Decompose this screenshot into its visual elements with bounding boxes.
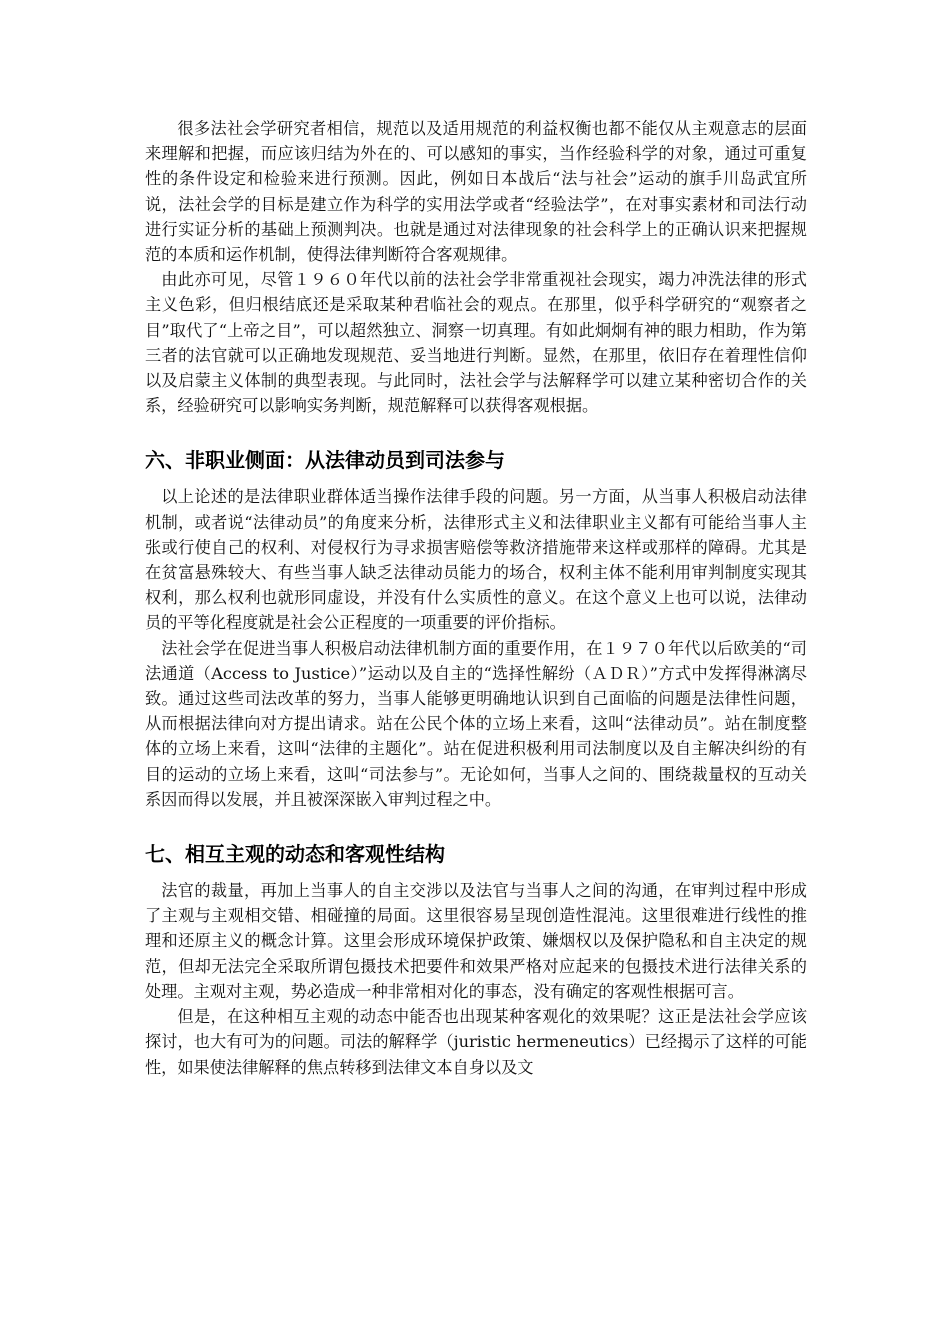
spacer [145,812,807,840]
paragraph: 但是，在这种相互主观的动态中能否也出现某种客观化的效果呢？这正是法社会学应该探讨，也大有可为的问题。司法的解释学（juristic hermeneutics）已经揭示了这样的可能性，如果使法律解释的焦点转移到法律文本自身以及文 [145,1007,807,1077]
document-body [145,116,807,1080]
paragraph: 很多法社会学研究者相信，规范以及适用规范的利益权衡也都不能仅从主观意志的层面来理解和把握，而应该归结为外在的、可以感知的事实，当作经验科学的对象，通过可重复性的条件设定和检验来进行预测。因此，例如日本战后“法与社会”运动的旗手川岛武宜所说，法社会学的目标是建立作为科学的实用法学或者“经验法学”，在对事实素材和司法行动进行实证分析的基础上预测判决。也就是通过对法律现象的社会科学上的正确认识来把握规范的本质和运作机制，使得法律判断符合客观规律。 [145,119,807,265]
section-heading-six: 六、非职业侧面：从法律动员到司法参与 [145,448,505,473]
spacer [145,868,807,878]
paragraph: 法社会学在促进当事人积极启动法律机制方面的重要作用，在１９７０年代以后欧美的“司法通道（Access to Justice）”运动以及自主的“选择性解纷（ＡＤＲ）”方式中发挥得淋漓尽致。通过这些司法改革的努力，当事人能够更明确地认识到自己面临的问题是法律性问题，从而根据法律向对方提出请求。站在公民个体的立场上来看，这叫“法律动员”。站在制度整体的立场上来看，这叫“法律的主题化”。站在促进积极利用司法制度以及自主解决纠纷的有目的运动的立场上来看，这叫“司法参与”。无论如何，当事人之间的、围绕裁量权的互动关系因而得以发展，并且被深深嵌入审判过程之中。 [145,638,807,809]
section-heading-seven: 七、相互主观的动态和客观性结构 [145,842,445,867]
paragraph: 以上论述的是法律职业群体适当操作法律手段的问题。另一方面，从当事人积极启动法律机制，或者说“法律动员”的角度来分析，法律形式主义和法律职业主义都有可能给当事人主张或行使自己的权利、对侵权行为寻求损害赔偿等救济措施带来这样或那样的障碍。尤其是在贫富悬殊较大、有些当事人缺乏法律动员能力的场合，权利主体不能利用审判制度实现其权利，那么权利也就形同虚设，并没有什么实质性的意义。在这个意义上也可以说，法律动员的平等化程度就是社会公正程度的一项重要的评价指标。 [145,487,807,633]
paragraph: 由此亦可见，尽管１９６０年代以前的法社会学非常重视社会现实，竭力冲洗法律的形式主义色彩，但归根结底还是采取某种君临社会的观点。在那里，似乎科学研究的“观察者之目”取代了“上帝之目”，可以超然独立、洞察一切真理。有如此炯炯有神的眼力相助，作为第三者的法官就可以正确地发现规范、妥当地进行判断。显然，在那里，依旧存在着理性信仰以及启蒙主义体制的典型表现。与此同时，法社会学与法解释学可以建立某种密切合作的关系，经验研究可以影响实务判断，规范解释可以获得客观根据。 [145,270,807,416]
spacer [145,418,807,446]
spacer [145,474,807,484]
paragraph: 法官的裁量，再加上当事人的自主交涉以及法官与当事人之间的沟通，在审判过程中形成了主观与主观相交错、相碰撞的局面。这里很容易呈现创造性混沌。这里很难进行线性的推理和还原主义的概念计算。这里会形成环境保护政策、嫌烟权以及保护隐私和自主决定的规范，但却无法完全采取所谓包摄技术把要件和效果严格对应起来的包摄技术进行法律关系的处理。主观对主观，势必造成一种非常相对化的事态，没有确定的客观性根据可言。 [145,881,807,1001]
